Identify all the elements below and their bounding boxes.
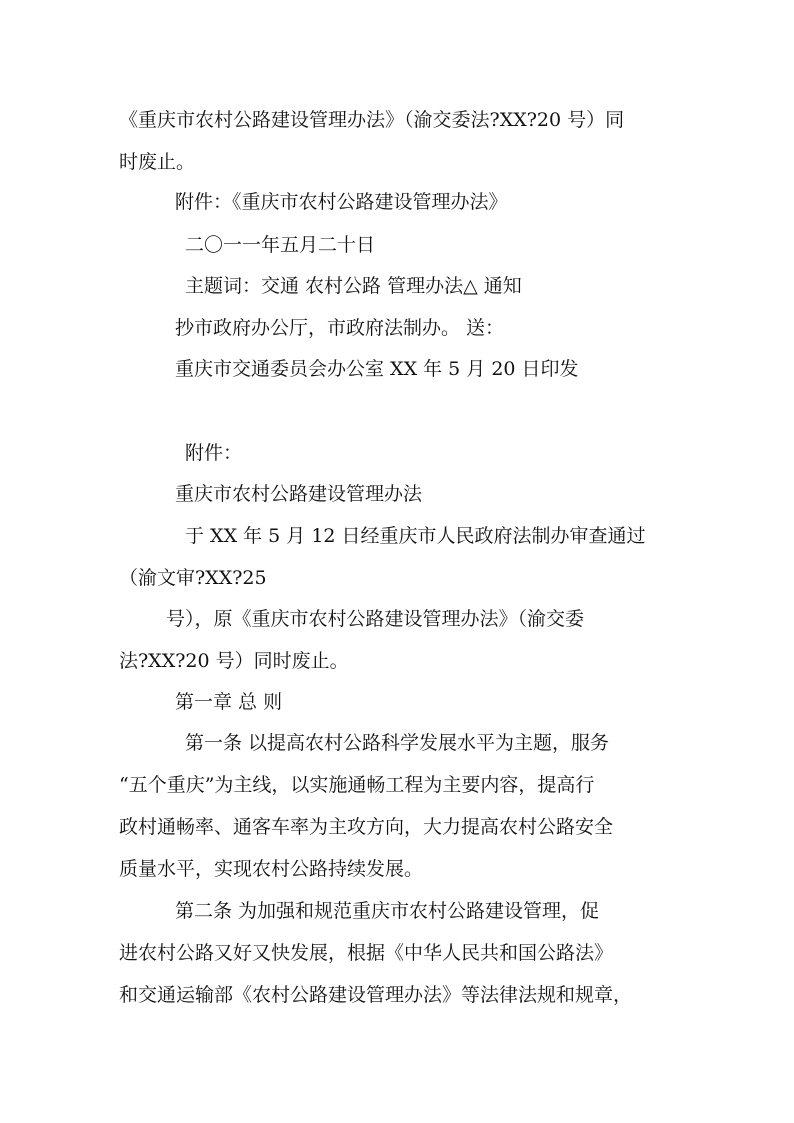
text-line-repeal-1: 《重庆市农村公路建设管理办法》（渝交委法?XX?20 号）同 — [119, 109, 625, 131]
document-date: 二〇一一年五月二十日 — [185, 234, 376, 256]
article-2-line-2: 进农村公路又好又快发展，根据《中华人民共和国公路法》 — [119, 942, 614, 964]
article-1-line-1: 第一条 以提高农村公路科学发展水平为主题，服务 — [185, 732, 610, 754]
attachment-title: 重庆市农村公路建设管理办法 — [175, 483, 423, 505]
approval-line-4: 法?XX?20 号）同时废止。 — [119, 650, 349, 672]
article-1-line-4: 质量水平，实现农村公路持续发展。 — [119, 858, 424, 880]
approval-line-2: （渝文审?XX?25 — [119, 567, 267, 589]
article-1-line-2: “五个重庆”为主线，以实施通畅工程为主要内容，提高行 — [119, 774, 595, 796]
subject-keywords: 主题词：交通 农村公路 管理办法△ 通知 — [185, 275, 522, 297]
attachment-label: 附件： — [185, 442, 243, 464]
article-2-line-1: 第二条 为加强和规范重庆市农村公路建设管理，促 — [175, 900, 600, 922]
issuer-line: 重庆市交通委员会办公室 XX 年 5 月 20 日印发 — [175, 358, 579, 380]
approval-line-1: 于 XX 年 5 月 12 日经重庆市人民政府法制办审查通过 — [185, 525, 646, 547]
chapter-heading: 第一章 总 则 — [175, 691, 283, 713]
attachment-reference: 附件：《重庆市农村公路建设管理办法》 — [175, 191, 508, 213]
text-line-repeal-2: 时废止。 — [119, 151, 196, 173]
copy-to-line: 抄市政府办公厅，市政府法制办。 送： — [175, 317, 505, 339]
article-2-line-3: 和交通运输部《农村公路建设管理办法》等法律法规和规章， — [119, 984, 633, 1006]
article-1-line-3: 政村通畅率、通客车率为主攻方向，大力提高农村公路安全 — [119, 816, 614, 838]
approval-line-3: 号），原《重庆市农村公路建设管理办法》（渝交委 — [166, 608, 585, 630]
